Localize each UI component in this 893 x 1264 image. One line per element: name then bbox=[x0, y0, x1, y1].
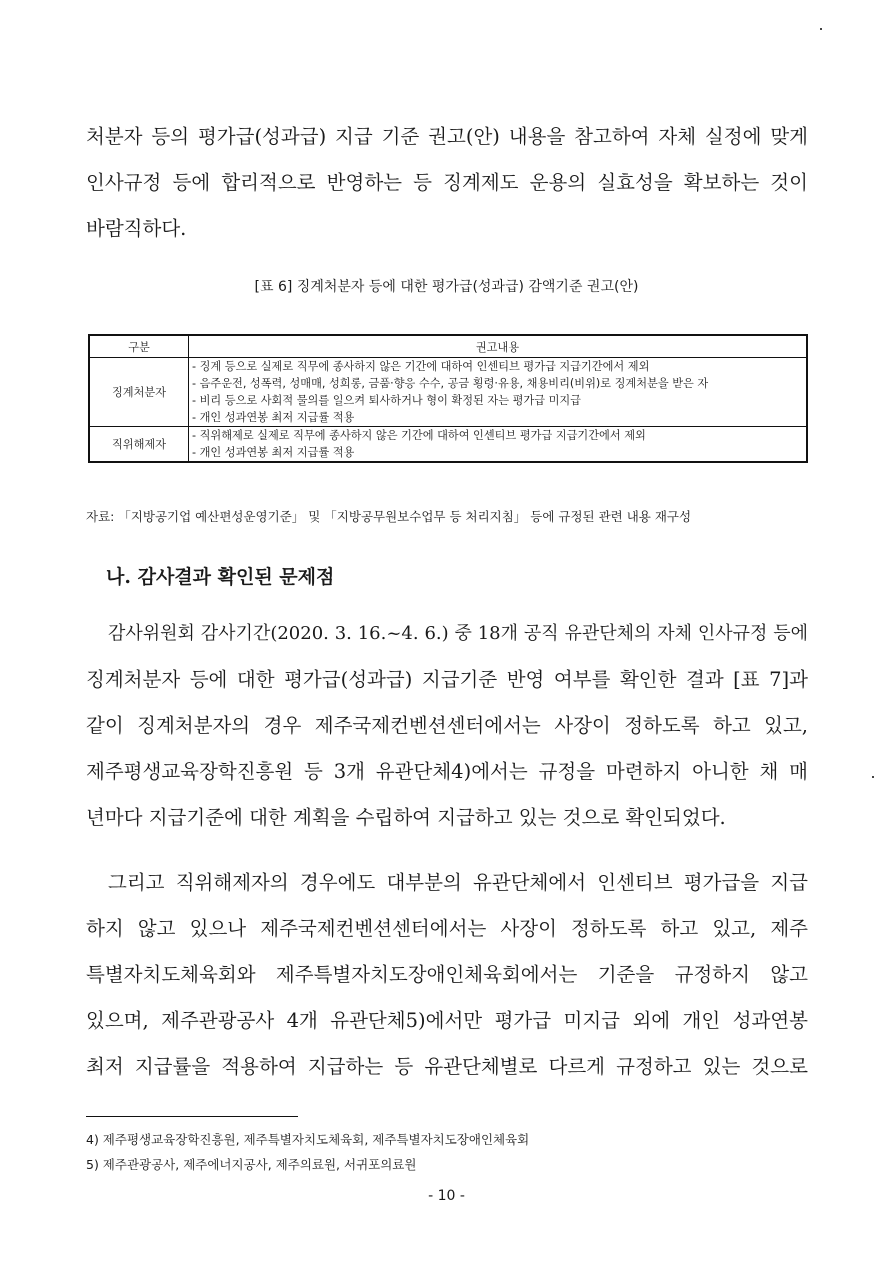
list-item: - 개인 성과연봉 최저 지급률 적용 bbox=[192, 446, 355, 459]
table-caption: [표 6] 징계처분자 등에 대한 평가급(성과급) 감액기준 권고(안) bbox=[254, 279, 639, 295]
footnote: 4) 제주평생교육장학진흥원, 제주특별자치도체육회, 제주특별자치도장애인체육회 bbox=[86, 1132, 530, 1147]
text-line: 바람직하다. bbox=[86, 217, 187, 240]
row-content bbox=[189, 358, 808, 427]
list-item: - 음주운전, 성폭력, 성매매, 성희롱, 금품·향응 수수, 공금 횡령·유용, 채용비리(비위)로 징계처분을 받은 자 bbox=[192, 377, 709, 390]
recommendation-table bbox=[88, 334, 808, 463]
scan-speck bbox=[872, 776, 874, 778]
row-category: 직위해제자 bbox=[89, 427, 189, 463]
list-item: - 징계 등으로 실제로 직무에 종사하지 않은 기간에 대하여 인센티브 평가급 지급기간에서 제외 bbox=[192, 360, 650, 373]
table-row bbox=[89, 427, 807, 463]
header-content: 권고내용 bbox=[189, 335, 808, 358]
text-line: 최저 지급률을 적용하여 지급하는 등 유관단체별로 다르게 규정하고 있는 것으로 bbox=[86, 1055, 808, 1078]
text-line: 그리고 직위해제자의 경우에도 대부분의 유관단체에서 인센티브 평가급을 지급 bbox=[108, 871, 808, 894]
scan-speck bbox=[820, 28, 822, 30]
table-row bbox=[89, 358, 807, 427]
text-line: 인사규정 등에 합리적으로 반영하는 등 징계제도 운용의 실효성을 확보하는 것이 bbox=[86, 171, 808, 194]
row-category: 징계처분자 bbox=[89, 358, 189, 427]
page-number: - 10 - bbox=[428, 1188, 465, 1204]
text-line: 징계처분자 등에 대한 평가급(성과급) 지급기준 반영 여부를 확인한 결과 [표 7]과 bbox=[86, 668, 808, 691]
footnote: 5) 제주관광공사, 제주에너지공사, 제주의료원, 서귀포의료원 bbox=[86, 1157, 417, 1172]
table-header-row bbox=[89, 335, 807, 358]
text-line: 년마다 지급기준에 대한 계획을 수립하여 지급하고 있는 것으로 확인되었다. bbox=[86, 806, 726, 829]
list-item: - 비리 등으로 사회적 물의를 일으켜 퇴사하거나 형이 확정된 자는 평가급 미지급 bbox=[192, 394, 581, 407]
body-paragraph bbox=[86, 860, 808, 1090]
text-line: 감사위원회 감사기간(2020. 3. 16.~4. 6.) 중 18개 공직 유관단체의 자체 인사규정 등에 bbox=[108, 623, 808, 644]
text-line: 같이 징계처분자의 경우 제주국제컨벤션센터에서는 사장이 정하도록 하고 있고, bbox=[86, 714, 808, 737]
text-line: 처분자 등의 평가급(성과급) 지급 기준 권고(안) 내용을 참고하여 자체 실정에 맞게 bbox=[86, 125, 808, 148]
section-heading: 나. 감사결과 확인된 문제점 bbox=[106, 566, 335, 588]
text-line: 있으며, 제주관광공사 4개 유관단체5)에서만 평가급 미지급 외에 개인 성과연봉 bbox=[86, 1009, 808, 1032]
list-item: - 개인 성과연봉 최저 지급률 적용 bbox=[192, 411, 355, 424]
table-source-note: 자료: 「지방공기업 예산편성운영기준」 및 「지방공무원보수업무 등 처리지침」 등에 규정된 관련 내용 재구성 bbox=[86, 509, 692, 524]
intro-paragraph bbox=[86, 114, 808, 252]
footnote-divider bbox=[86, 1116, 298, 1117]
row-content bbox=[189, 427, 808, 463]
text-line: 하지 않고 있으나 제주국제컨벤션센터에서는 사장이 정하도록 하고 있고, 제주 bbox=[86, 917, 808, 940]
text-line: 특별자치도체육회와 제주특별자치도장애인체육회에서는 기준을 규정하지 않고 bbox=[86, 963, 808, 986]
body-paragraph bbox=[86, 611, 808, 841]
text-line: 제주평생교육장학진흥원 등 3개 유관단체4)에서는 규정을 마련하지 아니한 채 매 bbox=[86, 760, 808, 783]
list-item: - 직위해제로 실제로 직무에 종사하지 않은 기간에 대하여 인센티브 평가급 지급기간에서 제외 bbox=[192, 429, 646, 442]
header-category: 구분 bbox=[89, 335, 189, 358]
